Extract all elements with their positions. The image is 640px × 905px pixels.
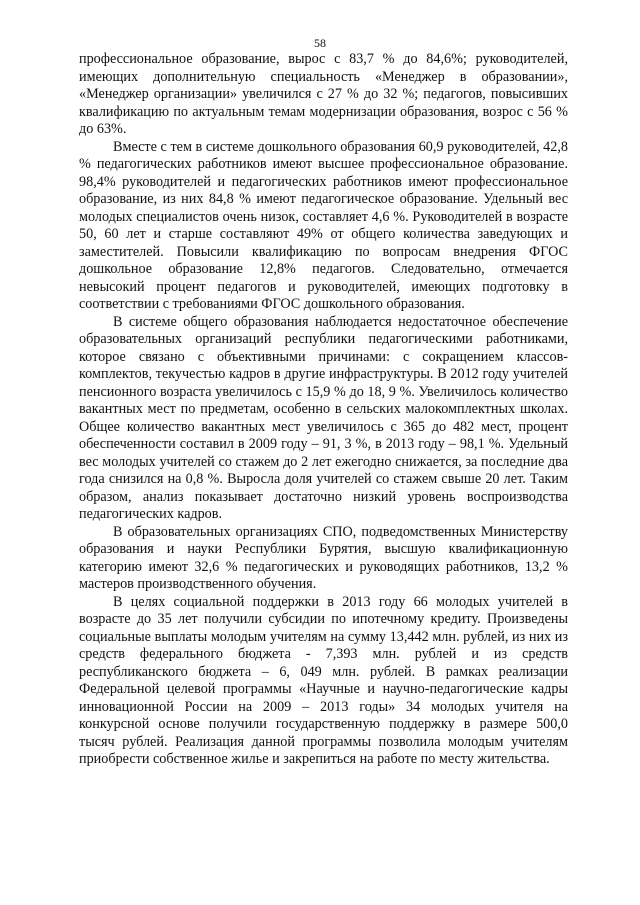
page-number: 58 <box>314 36 326 50</box>
paragraph-general-education: В системе общего образования наблюдается недостаточное обеспечение образовательных организаций республики педагогическими работниками, которое связано с объективными причинами: с сокращением классов-комплектов, текучестью кадров в другие инфраструктуры. В 2012 году учителей пенсионного возраста увеличилось с 15,9 % до 18, 9 %. Увеличилось количество вакантных мест по предметам, особенно в сельских малокомплектных школах. Общее количество вакантных мест увеличилось с 365 до 482 мест, процент обеспеченности составил в 2009 году – 91, 3 %, в 2013 году – 98,1 %. Удельный вес молодых учителей со стажем до 2 лет ежегодно снижается, за последние два года снизился на 0,8 %. Выросла доля учителей со стажем свыше 20 лет. Таким образом, анализ показывает достаточно низкий уровень воспроизводства педагогических кадров. <box>79 313 568 522</box>
paragraph-continuation: профессиональное образование, вырос с 83,7 % до 84,6%; руководителей, имеющих дополнительную специальность «Менеджер в образовании», «Менеджер организации» увеличился с 27 % до 32 %; педагогов, повысивших квалификацию по актуальным темам модернизации образования, возрос с 56 % до 63%. <box>79 51 568 137</box>
paragraph-preschool-staff: Вместе с тем в системе дошкольного образования 60,9 руководителей, 42,8 % педагогических работников имеют высшее профессиональное образование. 98,4% руководителей и педагогических работников имеют профессиональное образование, из них 84,8 % имеют педагогическое образование. Удельный вес молодых специалистов очень низок, составляет 4,6 %. Руководителей в возрасте 50, 60 лет и старше составляют 49% от общего количества заведующих и заместителей. Повысили квалификацию по вопросам внедрения ФГОС дошкольное образование 12,8% педагогов. Следовательно, отмечается невысокий процент педагогов и руководителей, имеющих подготовку в соответствии с требованиями ФГОС дошкольного образования. <box>79 138 568 312</box>
body-text <box>79 51 568 769</box>
paragraph-social-support: В целях социальной поддержки в 2013 году 66 молодых учителей в возрасте до 35 лет получили субсидии по ипотечному кредиту. Произведены социальные выплаты молодым учителям на сумму 13,442 млн. рублей, из них из средств федерального бюджета - 7,393 млн. рублей и из средств республиканского бюджета – 6, 049 млн. рублей. В рамках реализации Федеральной целевой программы «Научные и научно-педагогические кадры инновационной России на 2009 – 2013 годы» 34 молодых учителя на конкурсной основе получили государственную поддержку в размере 500,0 тысяч рублей. Реализация данной программы позволила молодым учителям приобрести собственное жилье и закрепиться на работе по месту жительства. <box>79 593 568 767</box>
paragraph-spo-organizations: В образовательных организациях СПО, подведомственных Министерству образования и науки Республики Бурятия, высшую квалификационную категорию имеют 32,6 % педагогических и руководящих работников, 13,2 % мастеров производственного обучения. <box>79 523 568 592</box>
